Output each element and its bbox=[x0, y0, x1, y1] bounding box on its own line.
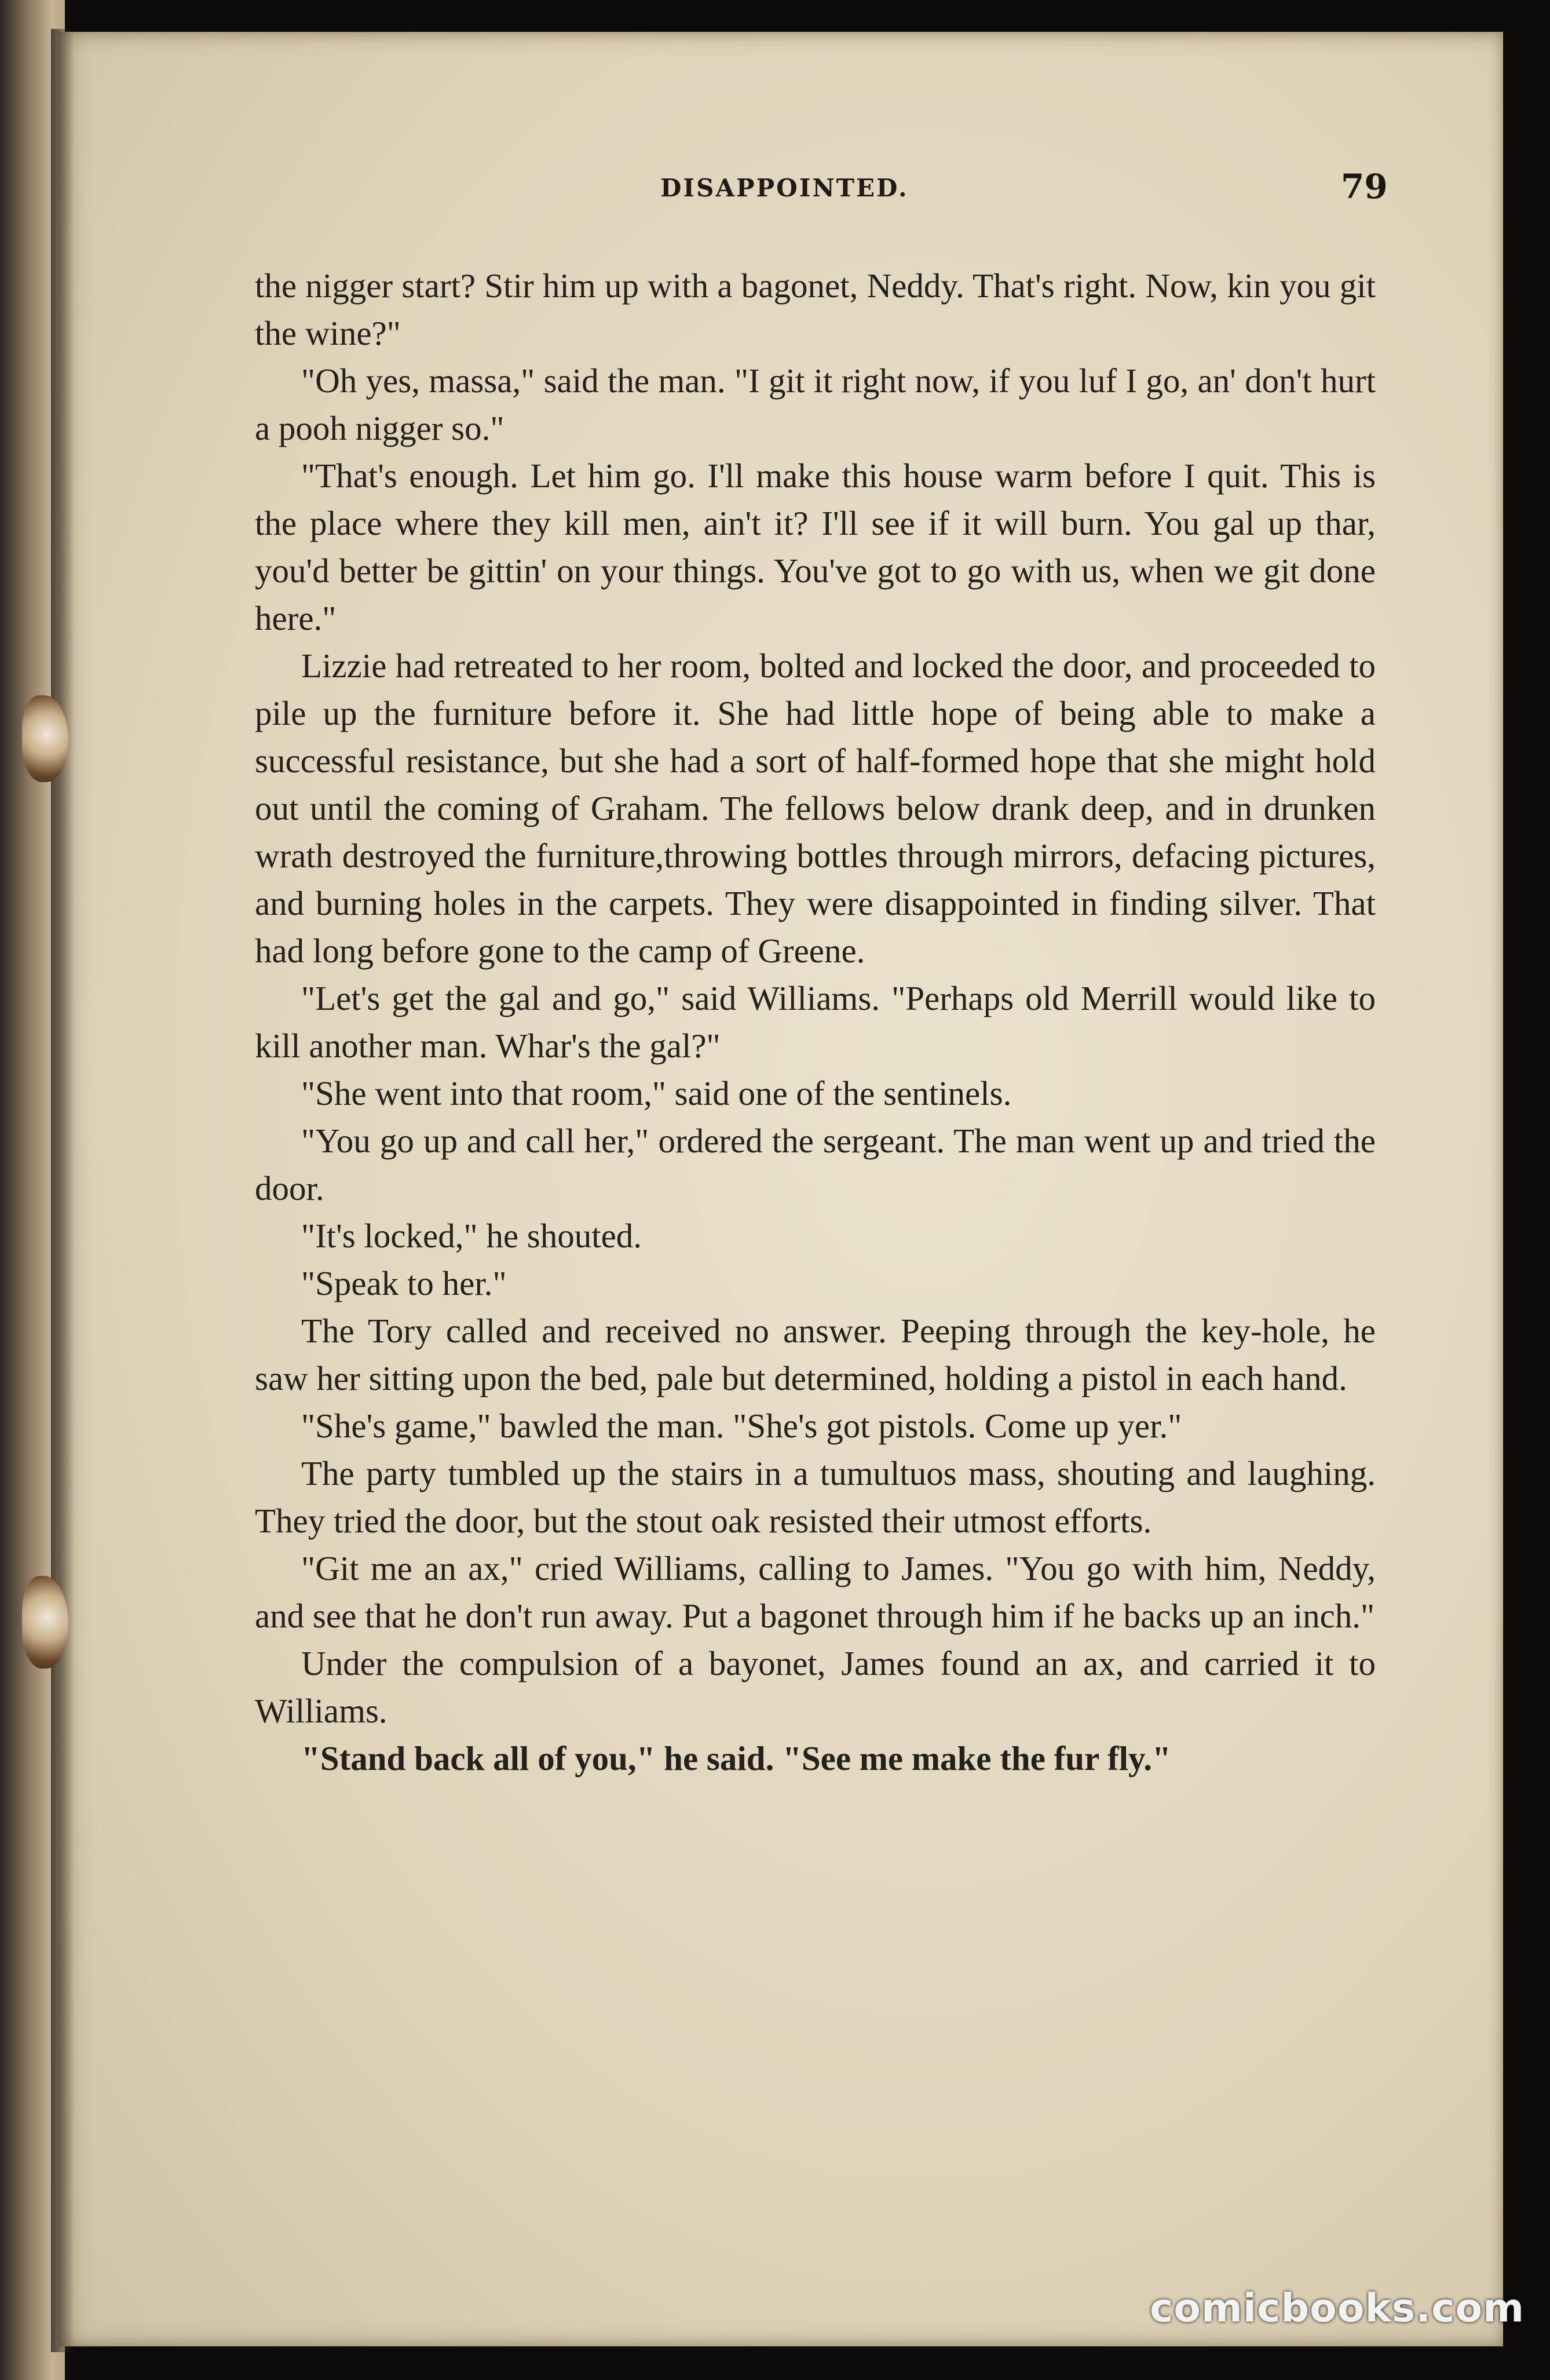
paragraph: "Speak to her." bbox=[301, 1264, 507, 1302]
site-watermark: comicbooks.com bbox=[1150, 2286, 1525, 2331]
paragraph: "Oh yes, massa," said the man. "I git it right now, if you luf I go, an' don't hurt a pooh nigger so." bbox=[255, 362, 1376, 447]
paragraph: "It's locked," he shouted. bbox=[301, 1217, 642, 1255]
running-title: DISAPPOINTED. bbox=[660, 174, 909, 202]
page-gutter-shadow bbox=[51, 29, 74, 2352]
paragraph: "Stand back all of you," he said. "See me make the fur fly." bbox=[301, 1739, 1171, 1777]
paragraph: Lizzie had retreated to her room, bolted and locked the door, and proceeded to pile up the furniture before it. She had little hope of being able to make a successful resistance, but she had a sort of half-formed hope that she might hold out until the coming of Graham. The fellows below drank deep, and in drunken wrath destroyed the furniture,throwing bottles through mirrors, defacing pictures, and burning holes in the carpets. They were disappointed in finding silver. That had long before gone to the camp of Greene. bbox=[255, 647, 1376, 970]
page-number: 79 bbox=[1341, 167, 1388, 206]
body-text bbox=[255, 262, 1376, 1782]
paragraph: The Tory called and received no answer. Peeping through the key-hole, he saw her sitting upon the bed, pale but determined, holding a pistol in each hand. bbox=[255, 1312, 1376, 1397]
paragraph: "You go up and call her," ordered the sergeant. The man went up and tried the door. bbox=[255, 1122, 1376, 1207]
paragraph: "Let's get the gal and go," said Williams. "Perhaps old Merrill would like to kill another man. Whar's the gal?" bbox=[255, 979, 1376, 1065]
paragraph: Under the compulsion of a bayonet, James found an ax, and carried it to Williams. bbox=[255, 1644, 1376, 1730]
paragraph: "She went into that room," said one of the sentinels. bbox=[301, 1074, 1012, 1112]
paragraph: The party tumbled up the stairs in a tumultuos mass, shouting and laughing. They tried the door, but the stout oak resisted their utmost efforts. bbox=[255, 1454, 1376, 1540]
paragraph: the nigger start? Stir him up with a bagonet, Neddy. That's right. Now, kin you git the wine?" bbox=[255, 267, 1376, 352]
paragraph: "Git me an ax," cried Williams, calling to James. "You go with him, Neddy, and see that he don't run away. Put a bagonet through him if he backs up an inch." bbox=[255, 1549, 1376, 1635]
paragraph: "She's game," bawled the man. "She's got pistols. Come up yer." bbox=[301, 1407, 1182, 1445]
paragraph: "That's enough. Let him go. I'll make this house warm before I quit. This is the place where they kill men, ain't it? I'll see if it will burn. You gal up thar, you'd better be gittin' on your things. You've got to go with us, when we git done here." bbox=[255, 457, 1376, 637]
